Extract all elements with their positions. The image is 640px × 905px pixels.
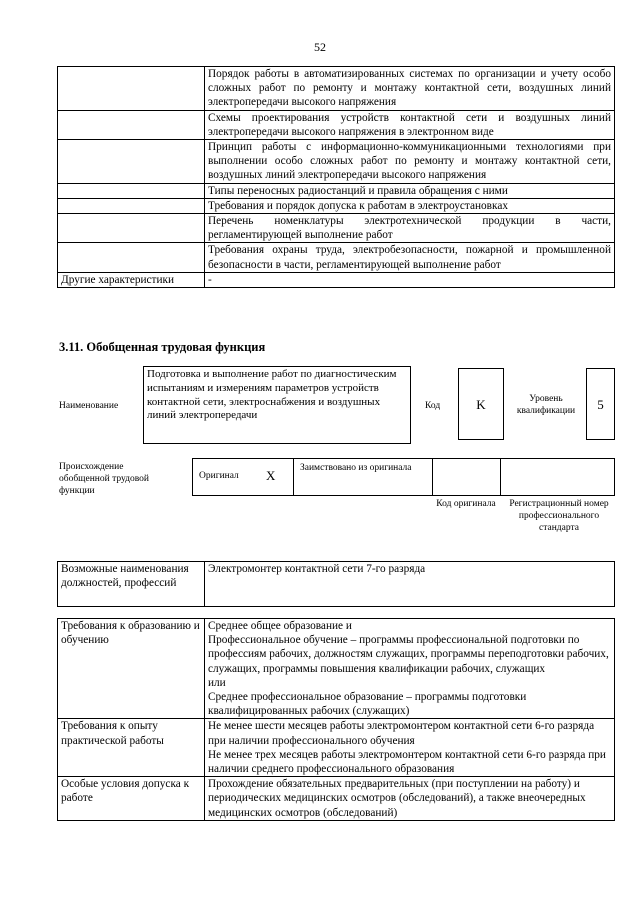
level-value-box: 5: [586, 368, 615, 440]
code-original-cell: [433, 459, 501, 495]
requirements-table: [57, 618, 615, 821]
table-row: [58, 140, 615, 184]
table-row: [58, 719, 615, 777]
row-label-cell: [58, 198, 205, 213]
table-row: [58, 110, 615, 139]
row-content-cell: Типы переносных радиостанций и правила обращения с ними: [205, 183, 615, 198]
origin-label: Происхождение обобщенной трудовой функции: [59, 462, 149, 496]
experience-line: Не менее шести месяцев работы электромонтером контактной сети 6-го разряда при наличии профессионального обучения: [208, 720, 595, 747]
knowledge-table: [57, 66, 615, 288]
section-heading: 3.11. Обобщенная трудовая функция: [59, 340, 266, 354]
knowledge-table-body: [58, 67, 615, 288]
table-row: [58, 272, 615, 287]
row-content-cell: Принцип работы с информационно-коммуникационными технологиями при выполнении особо сложных работ по ремонту и монтажу контактной сети, воздушных линий электропередачи высокого напряжения: [205, 140, 615, 184]
row-content-cell: Порядок работы в автоматизированных системах по организации и учету особо сложных работ по ремонту и монтажу контактной сети, воздушных линий электропередачи высокого напряжения: [205, 67, 615, 111]
borrowed-label: Заимствовано из оригинала: [300, 463, 412, 473]
naming-label: Наименование: [59, 401, 119, 411]
code-value-box: K: [458, 368, 504, 440]
reg-number-caption: Регистрационный номер профессионального стандарта: [509, 499, 609, 533]
code-label: Код: [425, 401, 441, 411]
row-label-cell: Другие характеристики: [58, 272, 205, 287]
row-label-cell: [58, 214, 205, 243]
borrowed-cell: [294, 459, 433, 495]
row-content-cell: -: [205, 272, 615, 287]
experience-line: Не менее трех месяцев работы электромонтером контактной сети 6-го разряда при наличии среднего профессионального образования: [208, 748, 606, 776]
row-content-cell: Перечень номенклатуры электротехнической продукции в части, регламентирующей выполнение работ: [205, 214, 615, 243]
level-label: Уровень квалификации: [516, 394, 576, 416]
page-number: 52: [314, 40, 326, 54]
row-label-cell: [58, 140, 205, 184]
experience-label: Требования к опыту практической работы: [58, 719, 205, 777]
education-line: Среднее общее образование и: [208, 620, 352, 632]
education-line: Среднее профессиональное образование – программы подготовки квалифицированных рабочих (служащих): [208, 691, 527, 718]
conditions-value: Прохождение обязательных предварительных (при поступлении на работу) и периодических медицинских осмотров (обследований), а также внеочередных медицинских осмотров (обследований): [205, 777, 615, 821]
education-label: Требования к образованию и обучению: [58, 619, 205, 719]
table-row: [58, 777, 615, 821]
original-label: Оригинал: [199, 471, 239, 481]
reg-number-cell: [501, 459, 614, 495]
row-label-cell: [58, 110, 205, 139]
table-row: [58, 183, 615, 198]
row-label-cell: [58, 243, 205, 272]
code-original-caption: Код оригинала: [436, 499, 496, 509]
conditions-label: Особые условия допуска к работе: [58, 777, 205, 821]
education-line: или: [208, 676, 226, 689]
row-content-cell: Требования и порядок допуска к работам в электроустановках: [205, 198, 615, 213]
experience-value: [205, 719, 615, 777]
table-row: [58, 198, 615, 213]
table-row: [58, 562, 615, 607]
positions-label: Возможные наименования должностей, профессий: [58, 562, 205, 607]
education-line: Профессиональное обучение – программы профессиональной подготовки по профессиям рабочих, должностям служащих, программы переподготовки рабочих, служащих, программы повышения квалификации рабочих, служащих: [208, 634, 609, 675]
row-label-cell: [58, 183, 205, 198]
table-row: [58, 214, 615, 243]
table-row: [58, 619, 615, 719]
origin-row: [192, 458, 615, 496]
function-name-box: Подготовка и выполнение работ по диагностическим испытаниям и измерениям параметров устройств контактной сети, электроснабжения и воздушных линий электропередачи: [143, 366, 411, 444]
row-label-cell: [58, 67, 205, 111]
table-row: [58, 67, 615, 111]
positions-value: Электромонтер контактной сети 7-го разряда: [205, 562, 615, 607]
education-value: [205, 619, 615, 719]
original-mark: X: [266, 468, 276, 483]
table-row: [58, 243, 615, 272]
original-cell: [193, 459, 294, 495]
positions-table: [57, 561, 615, 607]
row-content-cell: Схемы проектирования устройств контактной сети и воздушных линий электропередачи высокого напряжения в электронном виде: [205, 110, 615, 139]
row-content-cell: Требования охраны труда, электробезопасности, пожарной и промышленной безопасности в части, регламентирующей выполнение работ: [205, 243, 615, 272]
